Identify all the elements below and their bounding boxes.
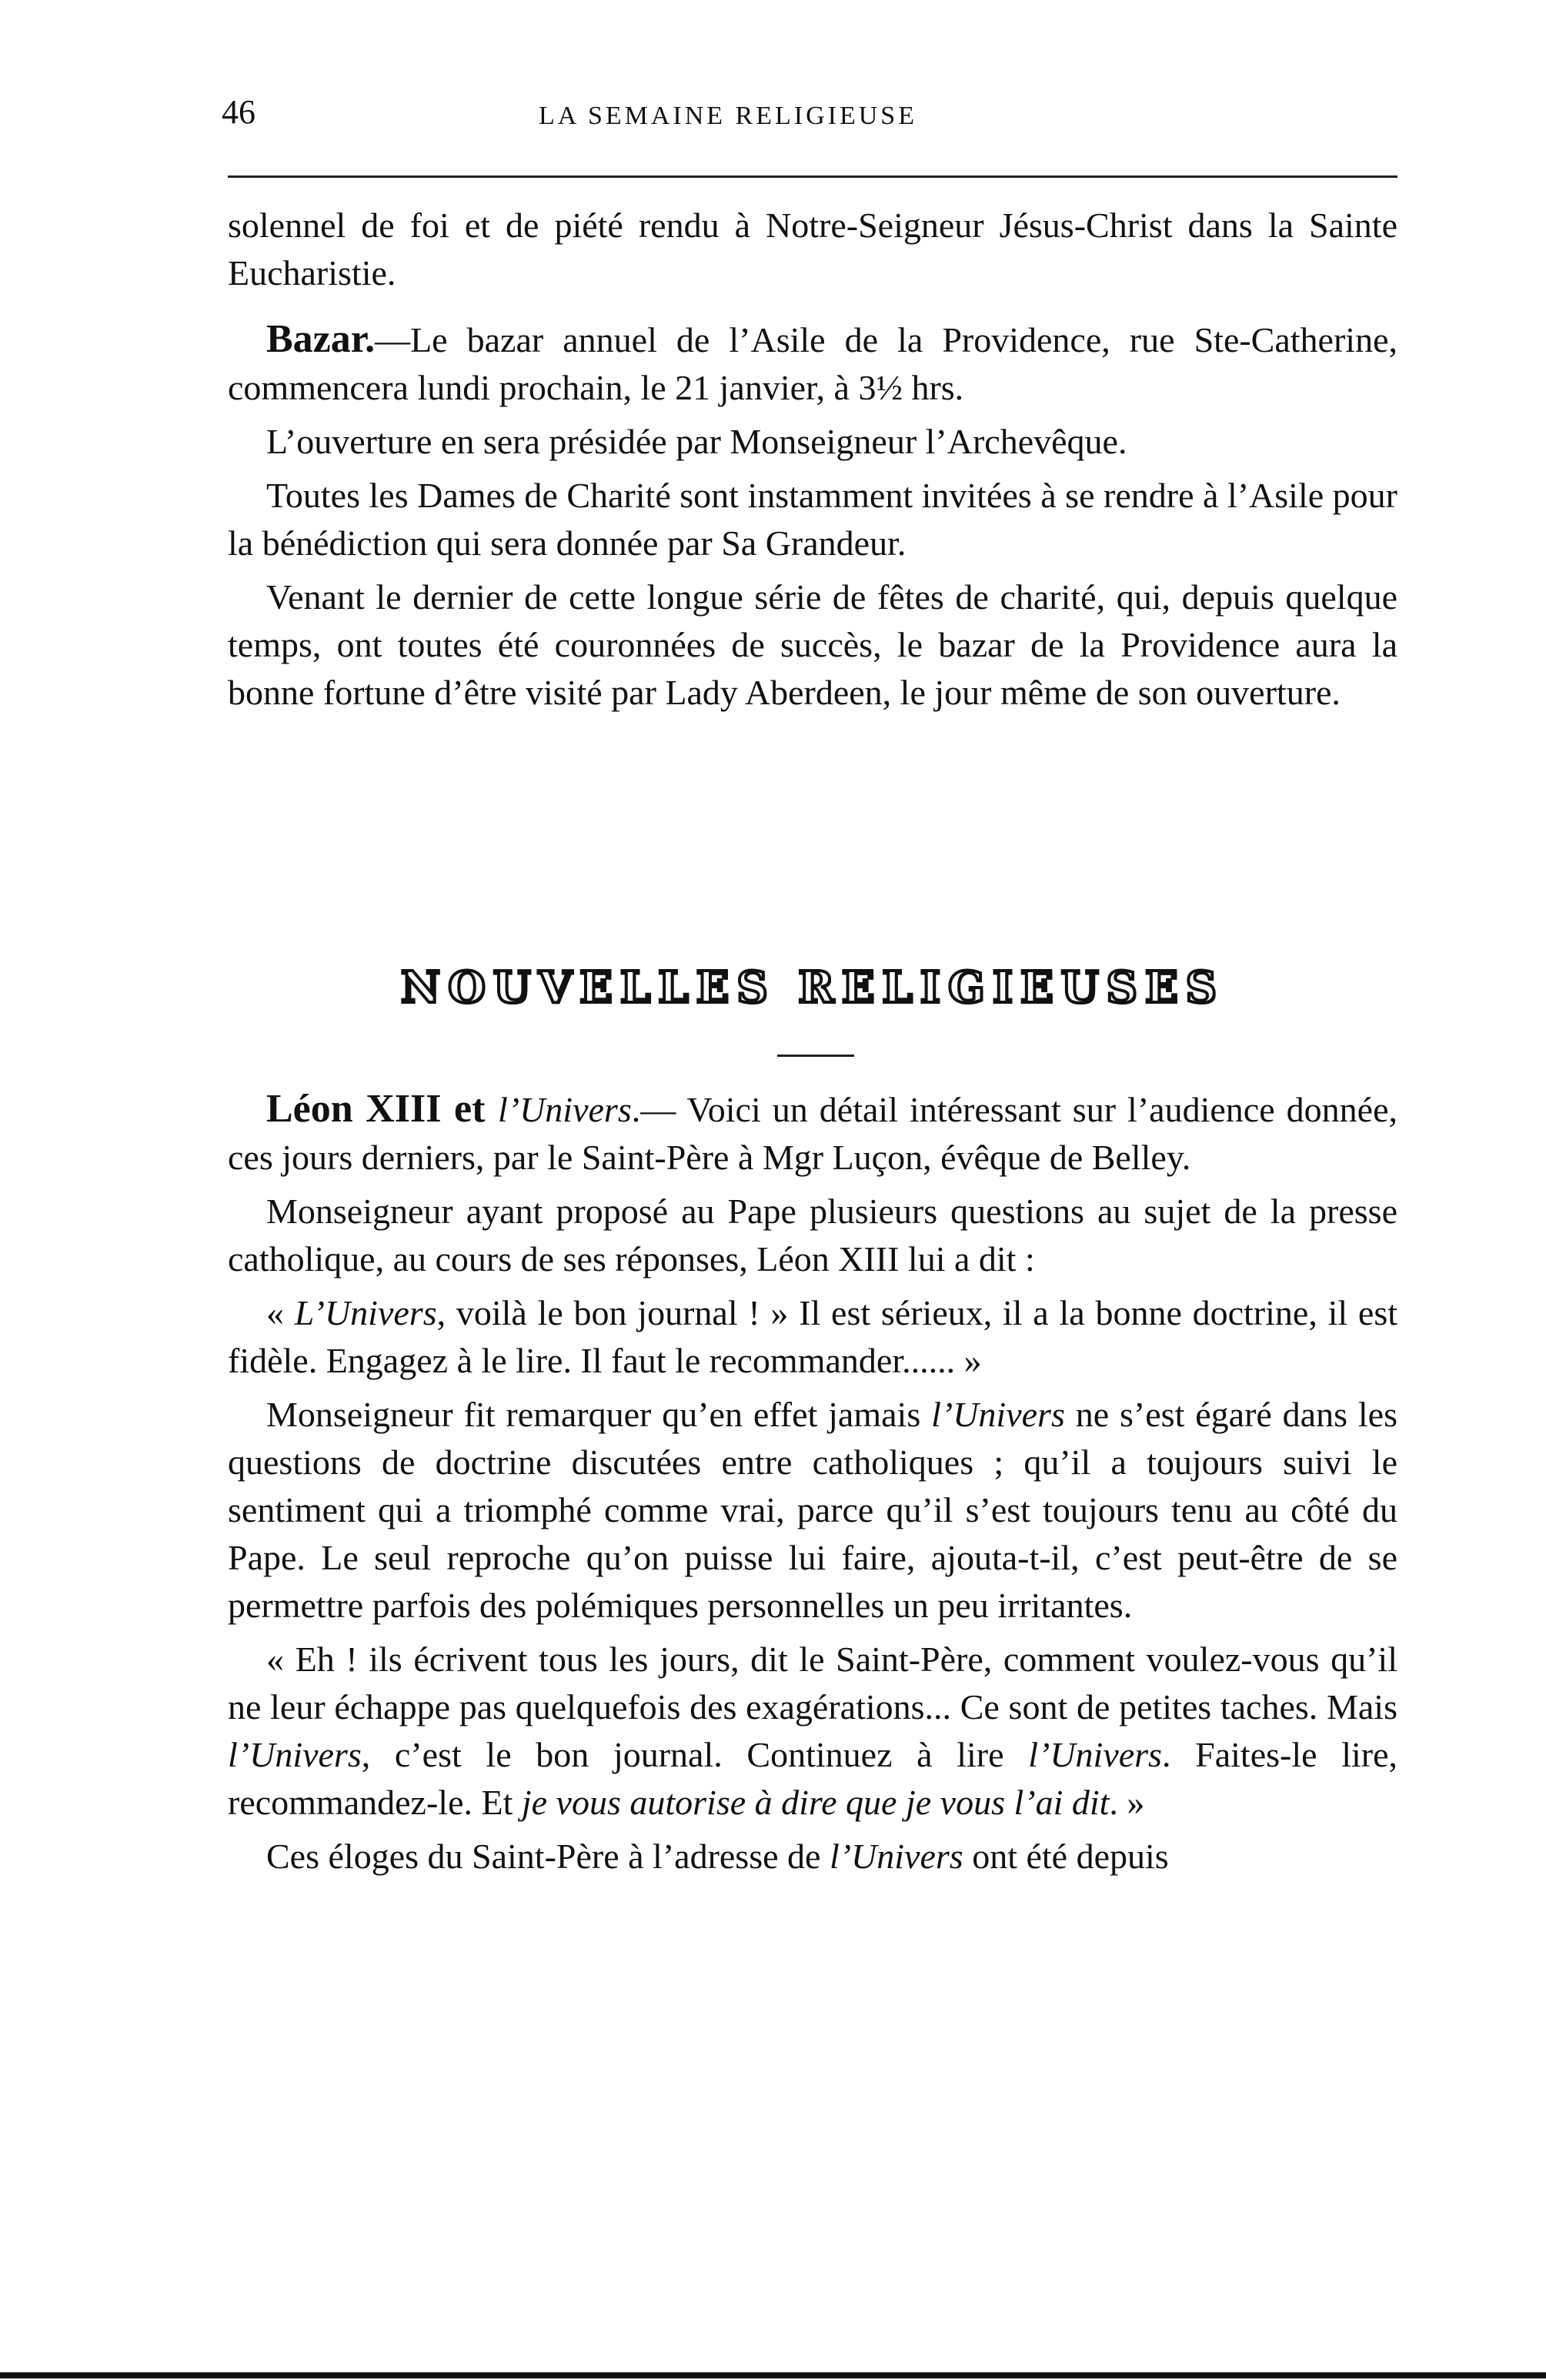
article-paragraph-4 bbox=[228, 1391, 1397, 1630]
top-text-block bbox=[228, 202, 1397, 717]
p6-start: Ces éloges du Saint-Père à l’adresse de bbox=[266, 1837, 830, 1876]
bottom-scan-edge bbox=[0, 2372, 1546, 2378]
bazar-paragraph-3: Toutes les Dames de Charité sont instamment invitées à se rendre à l’Asile pour la bénédiction qui sera donnée par Sa Grandeur. bbox=[228, 476, 1397, 563]
bazar-paragraph-2: L’ouverture en sera présidée par Monseigneur l’Archevêque. bbox=[266, 422, 1127, 461]
p5-mid-2: . Faites-le lire, recommandez-le. Et bbox=[228, 1735, 1397, 1822]
bazar-paragraph bbox=[228, 316, 1397, 412]
p3-open-quote: « bbox=[266, 1293, 295, 1332]
section-title: NOUVELLES RELIGIEUSES bbox=[400, 962, 1225, 1013]
header-rule bbox=[228, 175, 1397, 178]
p3-univers: L’Univers bbox=[294, 1293, 437, 1332]
continuation-paragraph: solennel de foi et de piété rendu à Notre-Seigneur Jésus-Christ dans la Sainte Eucharistie. bbox=[228, 206, 1397, 292]
p5-end: . » bbox=[1109, 1783, 1145, 1822]
p6-univers: l’Univers bbox=[829, 1837, 963, 1876]
article-paragraph-2: Monseigneur ayant proposé au Pape plusieurs questions au sujet de la presse catholique, au cours de ses réponses, Léon XIII lui a dit : bbox=[228, 1192, 1397, 1279]
p4-rest: ne s’est égaré dans les questions de doctrine discutées entre catholiques ; qu’il a toujours suivi le sentiment qui a triomphé comme vrai, parce qu’il s’est toujours tenu au côté du Pape. Le seul reproche qu’on puisse lui faire, ajouta-t-il, c’est peut-être de se permettre parfois des polémiques personnelles un peu irritantes. bbox=[228, 1395, 1397, 1625]
p5-univers-1: l’Univers bbox=[228, 1735, 362, 1774]
article-paragraph-5 bbox=[228, 1636, 1397, 1827]
bazar-heading: Bazar. bbox=[266, 317, 376, 361]
p5-start: « Eh ! ils écrivent tous les jours, dit le Saint-Père, comment voulez-vous qu’il ne leur échappe pas quelquefois des exagérations... Ce sont de petites taches. Mais bbox=[228, 1640, 1397, 1727]
article-heading-univers: l’Univers bbox=[497, 1090, 632, 1129]
article-heading-paragraph bbox=[228, 1085, 1397, 1182]
p4-univers: l’Univers bbox=[931, 1395, 1065, 1434]
p6-rest: ont été depuis bbox=[963, 1837, 1169, 1876]
p5-mid: , c’est le bon journal. Continuez à lire bbox=[361, 1735, 1029, 1774]
p5-italic-quote: je vous autorise à dire que je vous l’ai dit bbox=[521, 1783, 1110, 1822]
section-title-rule bbox=[777, 1055, 854, 1057]
p3-rest: , voilà le bon journal ! » Il est sérieux, il a la bonne doctrine, il est fidèle. Engagez à le lire. Il faut le recommander...... » bbox=[228, 1293, 1397, 1380]
p5-univers-2: l’Univers bbox=[1028, 1735, 1162, 1774]
article-heading-lead: Léon XIII et bbox=[266, 1087, 498, 1131]
page-number: 46 bbox=[222, 93, 255, 131]
bazar-paragraph-4: Venant le dernier de cette longue série de fêtes de charité, qui, depuis quelque temps, ont toutes été couronnées de succès, le bazar de la Providence aura la bonne fortune d’être visité par Lady Aberdeen, le jour même de son ouverture. bbox=[228, 577, 1397, 712]
article-heading-rest: .— Voici un détail intéressant sur l’audience donnée, ces jours derniers, par le Saint-Père à Mgr Luçon, évêque de Belley. bbox=[228, 1090, 1397, 1177]
bazar-text: —Le bazar annuel de l’Asile de la Providence, rue Ste-Catherine, commencera lundi prochain, le 21 janvier, à 3½ hrs. bbox=[228, 320, 1397, 407]
article-paragraph-3 bbox=[228, 1289, 1397, 1385]
article-paragraph-6 bbox=[228, 1833, 1397, 1880]
main-text-block bbox=[228, 1085, 1397, 1880]
running-title: LA SEMAINE RELIGIEUSE bbox=[539, 102, 917, 130]
p4-start: Monseigneur fit remarquer qu’en effet jamais bbox=[266, 1395, 932, 1434]
